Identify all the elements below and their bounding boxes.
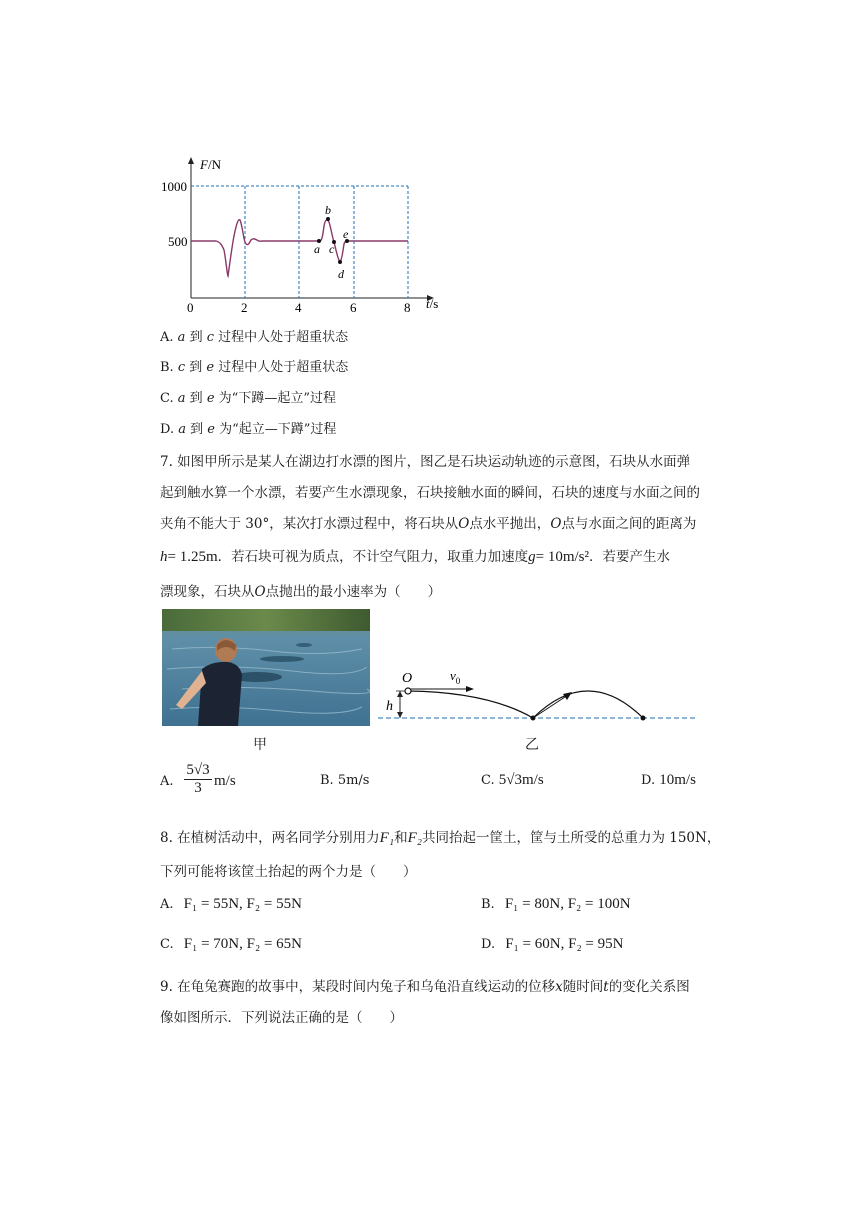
y-tick-500: 500	[168, 234, 188, 249]
x-tick-2: 2	[241, 300, 248, 315]
figure-label-yi: 乙	[525, 737, 539, 753]
point-label-b: b	[325, 203, 331, 217]
text: 的变化关系图	[608, 979, 690, 995]
text: 和	[394, 830, 408, 846]
q7-option-c[interactable]	[481, 772, 544, 789]
option-letter: D.	[641, 773, 656, 788]
option-letter: A.	[160, 897, 174, 912]
y-axis-label: F/N	[200, 157, 221, 172]
q7-line-3	[160, 512, 696, 532]
q8-option-c[interactable]	[160, 936, 302, 953]
y-axis-arrow	[188, 157, 194, 164]
option-letter: B.	[160, 360, 174, 375]
option-value: 10m/s	[659, 772, 696, 788]
text: 8. 在植树活动中，两名同学分别用力	[160, 830, 380, 846]
x-tick-6: 6	[350, 300, 357, 315]
point-label-e: e	[343, 227, 349, 241]
option-letter: B.	[481, 897, 495, 912]
text: 到	[189, 391, 203, 406]
var-F1: F₁	[379, 830, 395, 846]
q7-line-2: 起到触水算一个水漂，若要产生水漂现象，石块接触水面的瞬间，石块的速度与水面之间的	[160, 485, 700, 501]
text: 到	[190, 422, 204, 437]
numerator: 5√3	[184, 762, 212, 780]
option-value: F₁ = 70N, F₂ = 65N	[183, 936, 302, 952]
var: e	[206, 360, 215, 375]
text: 过程中人处于超重状态	[218, 330, 349, 345]
figure-label-jia: 甲	[253, 737, 267, 753]
q8-option-a[interactable]	[160, 896, 302, 913]
text: 随时间	[562, 979, 604, 995]
q7-line-4	[160, 545, 670, 566]
q9-line-2: 像如图所示．下列说法正确的是（ ）	[160, 1010, 403, 1026]
point-label-d: d	[338, 267, 344, 281]
x-axis-label: t/s	[426, 296, 439, 311]
stone-skipping-photo	[162, 609, 370, 726]
text: 点抛出的最小速率为（ ）	[265, 584, 442, 600]
parabola-2	[533, 691, 643, 718]
var-O: O	[254, 584, 266, 600]
var: e	[206, 391, 215, 406]
var: c	[206, 330, 215, 345]
q7-option-b[interactable]	[320, 773, 369, 788]
x-tick-4: 4	[295, 300, 302, 315]
text: 过程中人处于超重状态	[218, 360, 349, 375]
q8-option-d[interactable]	[481, 936, 623, 953]
option-letter: B.	[320, 773, 334, 788]
text: 点与水面之间的距离为	[561, 516, 697, 532]
q7-line-5	[160, 580, 441, 600]
point-label-c: c	[329, 242, 335, 256]
unit: m/s	[214, 773, 236, 789]
text: 点水平抛出，	[469, 516, 551, 532]
text: 到	[189, 330, 203, 345]
option-letter: A.	[160, 330, 174, 345]
option-letter: C.	[481, 773, 495, 788]
var: a	[178, 422, 186, 437]
var: a	[177, 391, 186, 406]
var: a	[177, 330, 186, 345]
label-h: h	[386, 699, 393, 714]
bounce-arrow	[533, 695, 568, 718]
label-v0: $v_0$	[450, 668, 461, 686]
var: e	[207, 422, 215, 437]
q6-option-d[interactable]	[160, 418, 336, 437]
option-letter: C.	[160, 937, 174, 952]
q6-option-b[interactable]	[160, 356, 348, 375]
dashed-grid	[191, 186, 408, 298]
denominator: 3	[194, 780, 202, 796]
var-g: g	[528, 549, 536, 565]
parabola-1	[408, 691, 533, 718]
text: 到	[189, 360, 203, 375]
text: 共同抬起一筐土，筐与土所受的总重力为 150N，	[421, 830, 721, 846]
text: 为“下蹲—起立”过程	[218, 391, 336, 406]
gravity-value: = 10m/s²	[535, 549, 590, 565]
var-F2: F₂	[407, 830, 422, 846]
q7-option-d[interactable]	[641, 772, 696, 789]
var-O: O	[458, 516, 470, 532]
text: ．若要产生水	[589, 549, 671, 565]
q6-option-c[interactable]	[160, 387, 336, 406]
q8-line-1	[160, 826, 720, 847]
text: 为“起立—下蹲”过程	[219, 422, 337, 437]
var: c	[177, 360, 186, 375]
q8-line-2: 下列可能将该筐土抬起的两个力是（ ）	[160, 864, 417, 880]
option-value: F₁ = 55N, F₂ = 55N	[183, 896, 302, 912]
force-time-chart	[150, 150, 450, 315]
option-value: 5√3m/s	[498, 772, 544, 788]
q7-line-1: 7. 如图甲所示是某人在湖边打水漂的图片，图乙是石块运动轨迹的示意图，石块从水面弹	[160, 454, 691, 470]
trajectory-diagram	[378, 664, 708, 734]
option-value: 5m/s	[337, 773, 370, 788]
option-value: F₁ = 80N, F₂ = 100N	[504, 896, 631, 912]
option-letter: D.	[481, 937, 496, 952]
var-t: t	[603, 979, 609, 995]
option-letter: A.	[160, 774, 174, 789]
var-x: x	[555, 979, 563, 995]
x-tick-8: 8	[404, 300, 411, 315]
text: 夹角不能大于 30°，某次打水漂过程中，将石块从	[160, 516, 459, 532]
text: ．若石块可视为质点，不计空气阻力，取重力加速度	[217, 549, 529, 565]
x-tick-0: 0	[187, 300, 194, 315]
var-h: h	[160, 549, 168, 565]
point-label-a: a	[314, 242, 320, 256]
text: 9. 在龟兔赛跑的故事中，某段时间内兔子和乌龟沿直线运动的位移	[160, 979, 556, 995]
option-letter: D.	[160, 422, 175, 437]
height-value: = 1.25m	[167, 549, 218, 565]
fraction	[184, 762, 212, 797]
label-O: O	[402, 671, 413, 686]
q6-option-a[interactable]	[160, 326, 348, 345]
q9-line-1	[160, 975, 690, 995]
q8-option-b[interactable]	[481, 896, 631, 913]
option-letter: C.	[160, 391, 174, 406]
text: 漂现象，石块从	[160, 584, 255, 600]
y-tick-1000: 1000	[161, 179, 187, 194]
var-O: O	[550, 516, 562, 532]
option-value: F₁ = 60N, F₂ = 95N	[505, 936, 624, 952]
